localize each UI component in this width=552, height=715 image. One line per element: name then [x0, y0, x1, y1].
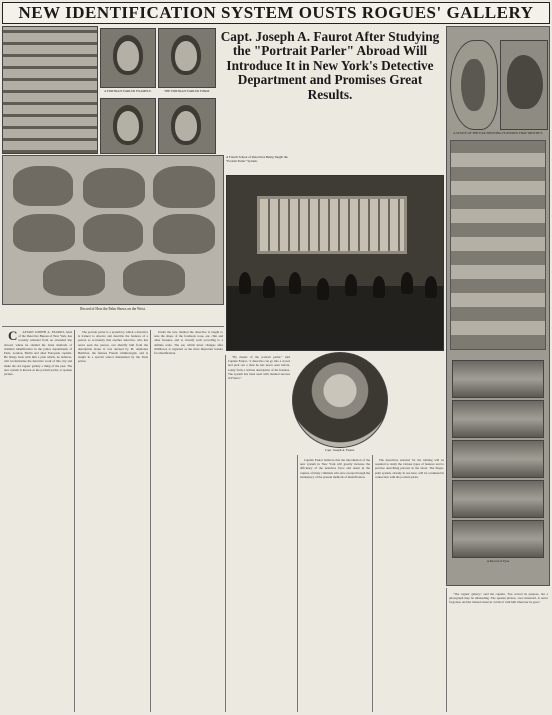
profile-photo	[500, 40, 548, 130]
article-column-2	[78, 330, 148, 712]
article-text-4: "By means of the portrait parler," said Captain Faurot, "a detective can go into a crowd and pick out a man he has never seen before, solely from a written description of his features. The system has been used with marked success in France."	[228, 355, 290, 381]
classroom-photo	[226, 175, 444, 351]
article-column-5	[300, 458, 370, 712]
portrait-caption: Capt. Joseph A. Faurot.	[325, 448, 355, 452]
mugshot-right-caption: THE PORTRAIT PARLER FORM.	[164, 89, 210, 93]
eyes-caption: A Record of Eyes	[486, 559, 510, 563]
eyes-record-strip	[452, 360, 544, 560]
deck-headline: Capt. Joseph A. Faurot After Studying the "Portrait Parler" Abroad Will Introduce It in New York's Detective Department and Promises Great Results.	[220, 29, 440, 102]
file-cabinet-photo	[2, 26, 98, 154]
ear-caption: A STUDY OF THE EAR SHOWING FEATURES THAT IDENTIFY.	[453, 131, 543, 135]
faurot-portrait	[292, 352, 388, 448]
article-column-6	[375, 458, 444, 712]
article-column-1	[4, 330, 72, 712]
ear-photo	[450, 40, 498, 130]
mugshot-left-caption: A PORTRAIT PARLER EXAMPLE.	[104, 89, 152, 93]
mugshot-left-photo	[100, 28, 156, 88]
article-text-3: Under the new method the detective is taught to note the shape of the forehead, nose, ear, chin and other features, and to classify each according to a definite scale. The ear, which never changes after childhood, is regarded as the most important feature for identification.	[154, 330, 223, 356]
features-chart-photo	[450, 140, 546, 350]
article-column-7	[449, 592, 548, 712]
dropcap: C	[8, 330, 18, 343]
hands-photo	[2, 155, 224, 305]
article-column-3	[154, 330, 223, 712]
article-text-2: The portrait parler is a system by which a detective is trained to observe and describe the features of a person so accurately that another detective, who has never seen the person, can identify him from the description alone. It was devised by M. Alphonse Bertillon, the famous French criminologist, and is taught in a special school maintained by the Paris police.	[78, 330, 148, 364]
classroom-caption: A French School of Detectives Being Taught the "Portrait Parler" System.	[226, 155, 288, 163]
article-text-6: The detectives selected for the training will be required to study the various types of features and to practise describing persons in the street. The finger-print system, already in use here, will be continued in connection with the portrait parler.	[375, 458, 444, 479]
mugshot-lower-right-photo	[158, 98, 216, 154]
article-text-7: "The rogues' gallery," said the captain, "has served its purpose, but a photograph may be misleading. The spoken picture, once mastered, is never forgotten, and the trained observer carries it with him wherever he goes."	[449, 592, 548, 605]
headline: NEW IDENTIFICATION SYSTEM OUSTS ROGUES' GALLERY	[2, 2, 550, 24]
hands-caption: Record of How the Palm Shows on the Wrist.	[80, 307, 146, 311]
article-text-1: APTAIN JOSEPH A. FAUROT, head of the Detective Bureau of New York, has recently returned from an extended trip abroad, where he studied the latest methods of criminal identification in the police departments of Paris, London, Berlin and other European capitals. He brings back with him a plan which, he believes, will revolutionize the detective work of this city and make the old rogues' gallery a thing of the past. The new system is known as the portrait parler, or spoken picture.	[4, 330, 72, 377]
article-text-5: Captain Faurot believes that the introduction of the new system in New York will greatly increase the efficiency of the detective force and result in the capture of many criminals who now escape through the inadequacy of the present methods of identification.	[300, 458, 370, 479]
mugshot-lower-left-photo	[100, 98, 156, 154]
mugshot-right-photo	[158, 28, 216, 88]
article-column-4	[228, 355, 290, 712]
